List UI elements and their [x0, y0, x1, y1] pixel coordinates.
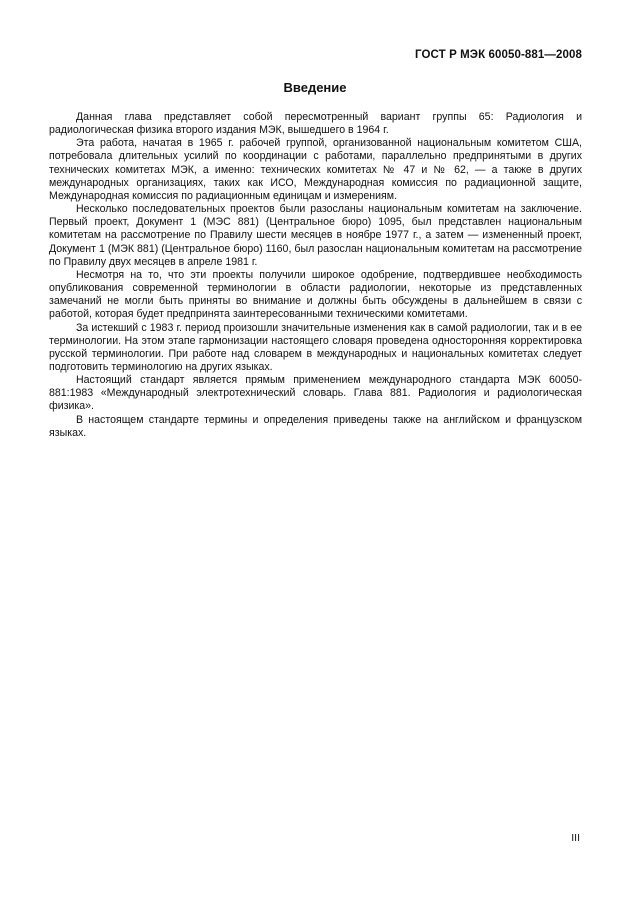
paragraph: В настоящем стандарте термины и определения приведены также на английском и французском языках. — [49, 413, 582, 439]
introduction-body — [49, 111, 582, 440]
page-number: III — [571, 832, 580, 844]
paragraph: Эта работа, начатая в 1965 г. рабочей группой, организованной национальным комитетом США, потребовала длительных усилий по координации с работами, параллельно предпринятыми в других технических комитетах МЭК, а именно: технических комитетах № 47 и № 62, — а также в других международных организациях, таких как ИСО, Международная комиссия по радиационной защите, Международная комиссия по радиационным единицам и измерениям. — [49, 137, 582, 202]
section-title: Введение — [283, 80, 347, 95]
paragraph: Настоящий стандарт является прямым применением международного стандарта МЭК 60050-881:1983 «Международный электротехнический словарь. Глава 881. Радиология и радиологическая физика». — [49, 374, 582, 413]
paragraph: Данная глава представляет собой пересмотренный вариант группы 65: Радиология и радиологическая физика второго издания МЭК, вышедшего в 1964 г. — [49, 111, 582, 137]
paragraph: Несколько последовательных проектов были разосланы национальным комитетам на заключение. Первый проект, Документ 1 (МЭС 881) (Центральное бюро) 1095, был представлен национальным комитетам на рассмотрение по Правилу шести месяцев в ноябре 1977 г., а затем — измененный проект, Документ 1 (МЭК 881) (Центральное бюро) 1160, был разослан национальным комитетам на рассмотрение по Правилу двух месяцев в апреле 1981 г. — [49, 203, 582, 268]
paragraph: Несмотря на то, что эти проекты получили широкое одобрение, подтвердившее необходимость опубликования современной терминологии в области радиологии, некоторые из представленных замечаний не могли быть приняты во внимание и должны быть обсуждены в дальнейшем в связи с работой, которая будет предпринята заинтересованными техническими комитетами. — [49, 268, 582, 321]
paragraph: За истекший с 1983 г. период произошли значительные изменения как в самой радиологии, так и в ее терминологии. На этом этапе гармонизации настоящего словаря проведена односторонняя корректировка русской терминологии. При работе над словарем в международных и национальных комитетах следует подготовить терминологию на других языках. — [49, 321, 582, 373]
standard-code-header: ГОСТ Р МЭК 60050-881—2008 — [415, 49, 582, 61]
